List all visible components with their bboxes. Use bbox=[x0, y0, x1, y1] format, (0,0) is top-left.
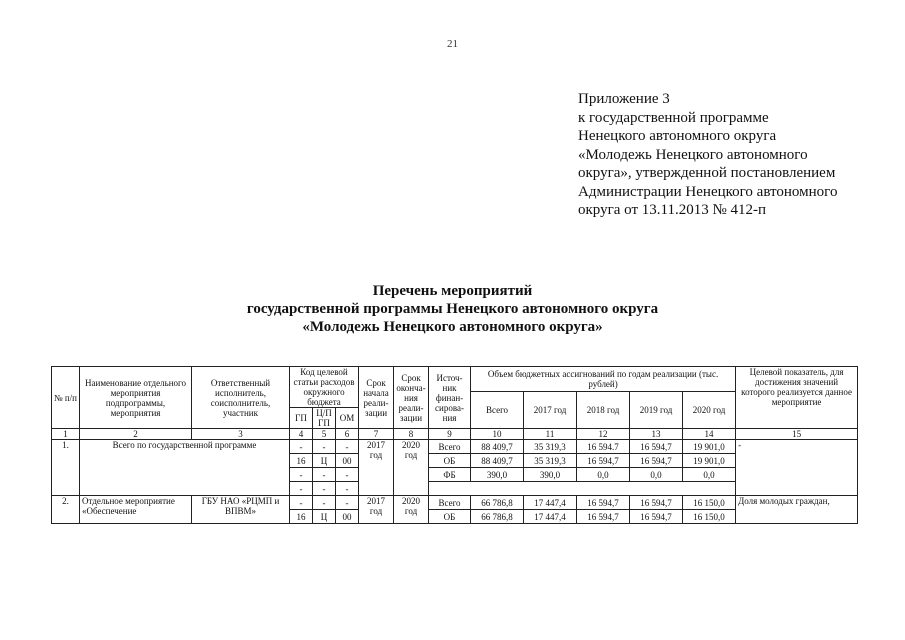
code-om: 00 bbox=[336, 510, 359, 524]
amount-2017: 17 447,4 bbox=[524, 510, 577, 524]
amount-2017: 35 319,3 bbox=[524, 454, 577, 468]
header-total: Всего bbox=[471, 392, 524, 429]
col-number: 13 bbox=[630, 429, 683, 440]
source: ОБ bbox=[429, 510, 471, 524]
header-budget: Объем бюджетных ассигнований по годам реализации (тыс. рублей) bbox=[471, 367, 736, 392]
appendix-line: Администрации Ненецкого автономного bbox=[578, 183, 838, 200]
amount-2019: 16 594,7 bbox=[630, 440, 683, 454]
title-line: государственной программы Ненецкого автономного округа bbox=[246, 301, 659, 317]
code-cp: Ц bbox=[313, 454, 336, 468]
amount-2020: 19 901,0 bbox=[683, 440, 736, 454]
appendix-line: Приложение 3 bbox=[578, 91, 670, 107]
code-om: - bbox=[336, 496, 359, 510]
header-executor: Ответственный исполнитель, соисполнитель, участник bbox=[192, 367, 290, 429]
title-line: «Молодежь Ненецкого автономного округа» bbox=[302, 319, 603, 335]
row-num: 2. bbox=[52, 496, 80, 524]
col-number: 2 bbox=[80, 429, 192, 440]
col-number: 9 bbox=[429, 429, 471, 440]
header-source: Источ-ник финан-сирова-ния bbox=[429, 367, 471, 429]
amount-total: 88 409,7 bbox=[471, 454, 524, 468]
col-number: 15 bbox=[736, 429, 858, 440]
table-row bbox=[52, 496, 858, 510]
activities-table bbox=[51, 366, 858, 524]
row-name: Отдельное мероприятие «Обеспечение bbox=[80, 496, 192, 524]
col-number: 6 bbox=[336, 429, 359, 440]
amount-2018: 16 594,7 bbox=[577, 510, 630, 524]
appendix-line: Ненецкого автономного округа bbox=[578, 128, 777, 144]
amount-2019: 16 594,7 bbox=[630, 510, 683, 524]
amount-total: 66 786,8 bbox=[471, 496, 524, 510]
code-gp: 16 bbox=[290, 454, 313, 468]
source: Всего bbox=[429, 440, 471, 454]
amount-2017: 390,0 bbox=[524, 468, 577, 482]
end-year: 2020 год bbox=[394, 496, 429, 524]
code-cp: - bbox=[313, 440, 336, 454]
header-target: Целевой показатель, для достижения значений которого реализуется данное мероприятие bbox=[736, 367, 858, 429]
amount-2019: 16 594,7 bbox=[630, 496, 683, 510]
amount-total: 390,0 bbox=[471, 468, 524, 482]
code-om: - bbox=[336, 468, 359, 482]
amount-2020: 16 150,0 bbox=[683, 496, 736, 510]
amount-total: 88 409,7 bbox=[471, 440, 524, 454]
start-year: 2017 год bbox=[359, 496, 394, 524]
header-code-cp: Ц/П ГП bbox=[313, 408, 336, 429]
amount-2017: 17 447,4 bbox=[524, 496, 577, 510]
amount-2018: 16 594,7 bbox=[577, 454, 630, 468]
code-gp: - bbox=[290, 440, 313, 454]
row-executor: ГБУ НАО «РЦМП и ВПВМ» bbox=[192, 496, 290, 524]
target-indicator: - bbox=[736, 440, 858, 496]
header-end: Срок оконча-ния реали-зации bbox=[394, 367, 429, 429]
header-code-gp: ГП bbox=[290, 408, 313, 429]
header-2018: 2018 год bbox=[577, 392, 630, 429]
code-gp: 16 bbox=[290, 510, 313, 524]
amount-2017: 35 319,3 bbox=[524, 440, 577, 454]
code-gp: - bbox=[290, 482, 313, 496]
header-2017: 2017 год bbox=[524, 392, 577, 429]
amount-2019: 0,0 bbox=[630, 468, 683, 482]
col-number: 1 bbox=[52, 429, 80, 440]
appendix-note bbox=[578, 90, 837, 220]
col-number: 10 bbox=[471, 429, 524, 440]
appendix-line: округа», утвержденной постановлением bbox=[578, 165, 836, 181]
code-gp: - bbox=[290, 468, 313, 482]
header-num: № п/п bbox=[52, 367, 80, 429]
code-cp: - bbox=[313, 482, 336, 496]
col-number: 11 bbox=[524, 429, 577, 440]
col-number: 14 bbox=[683, 429, 736, 440]
code-cp: - bbox=[313, 468, 336, 482]
appendix-line: к государственной программе bbox=[578, 109, 769, 126]
source: ФБ bbox=[429, 468, 471, 482]
row-name: Всего по государственной программе bbox=[80, 440, 290, 496]
code-om: - bbox=[336, 440, 359, 454]
header-code: Код целевой статьи расходов окружного бюджета bbox=[290, 367, 359, 408]
amount-2020: 19 901,0 bbox=[683, 454, 736, 468]
col-number: 12 bbox=[577, 429, 630, 440]
appendix-line: округа от 13.11.2013 № 412-п bbox=[578, 202, 767, 218]
col-number: 4 bbox=[290, 429, 313, 440]
title-line: Перечень мероприятий bbox=[372, 283, 533, 299]
amount-2020: 0,0 bbox=[683, 468, 736, 482]
code-om: 00 bbox=[336, 454, 359, 468]
code-om: - bbox=[336, 482, 359, 496]
amount-2018: 16 594,7 bbox=[577, 496, 630, 510]
amount-2020: 16 150,0 bbox=[683, 510, 736, 524]
col-number: 8 bbox=[394, 429, 429, 440]
amount-2019: 16 594,7 bbox=[630, 454, 683, 468]
start-year: 2017 год bbox=[359, 440, 394, 496]
amount-2018: 16 594.7 bbox=[577, 440, 630, 454]
source: ОБ bbox=[429, 454, 471, 468]
code-cp: Ц bbox=[313, 510, 336, 524]
row-num: 1. bbox=[52, 440, 80, 496]
header-start: Срок начала реали-зации bbox=[359, 367, 394, 429]
header-2020: 2020 год bbox=[683, 392, 736, 429]
header-2019: 2019 год bbox=[630, 392, 683, 429]
col-number: 3 bbox=[192, 429, 290, 440]
table-row bbox=[52, 440, 858, 454]
col-number: 5 bbox=[313, 429, 336, 440]
code-gp: - bbox=[290, 496, 313, 510]
document-title bbox=[0, 282, 905, 336]
source: Всего bbox=[429, 496, 471, 510]
target-indicator: Доля молодых граждан, bbox=[736, 496, 858, 524]
amount-total: 66 786,8 bbox=[471, 510, 524, 524]
code-cp: - bbox=[313, 496, 336, 510]
header-name: Наименование отдельного мероприятия подпрограммы, мероприятия bbox=[80, 367, 192, 429]
page-number: 21 bbox=[447, 38, 458, 50]
col-number: 7 bbox=[359, 429, 394, 440]
end-year: 2020 год bbox=[394, 440, 429, 496]
amount-2018: 0,0 bbox=[577, 468, 630, 482]
appendix-line: «Молодежь Ненецкого автономного bbox=[578, 146, 808, 163]
header-code-om: ОМ bbox=[336, 408, 359, 429]
